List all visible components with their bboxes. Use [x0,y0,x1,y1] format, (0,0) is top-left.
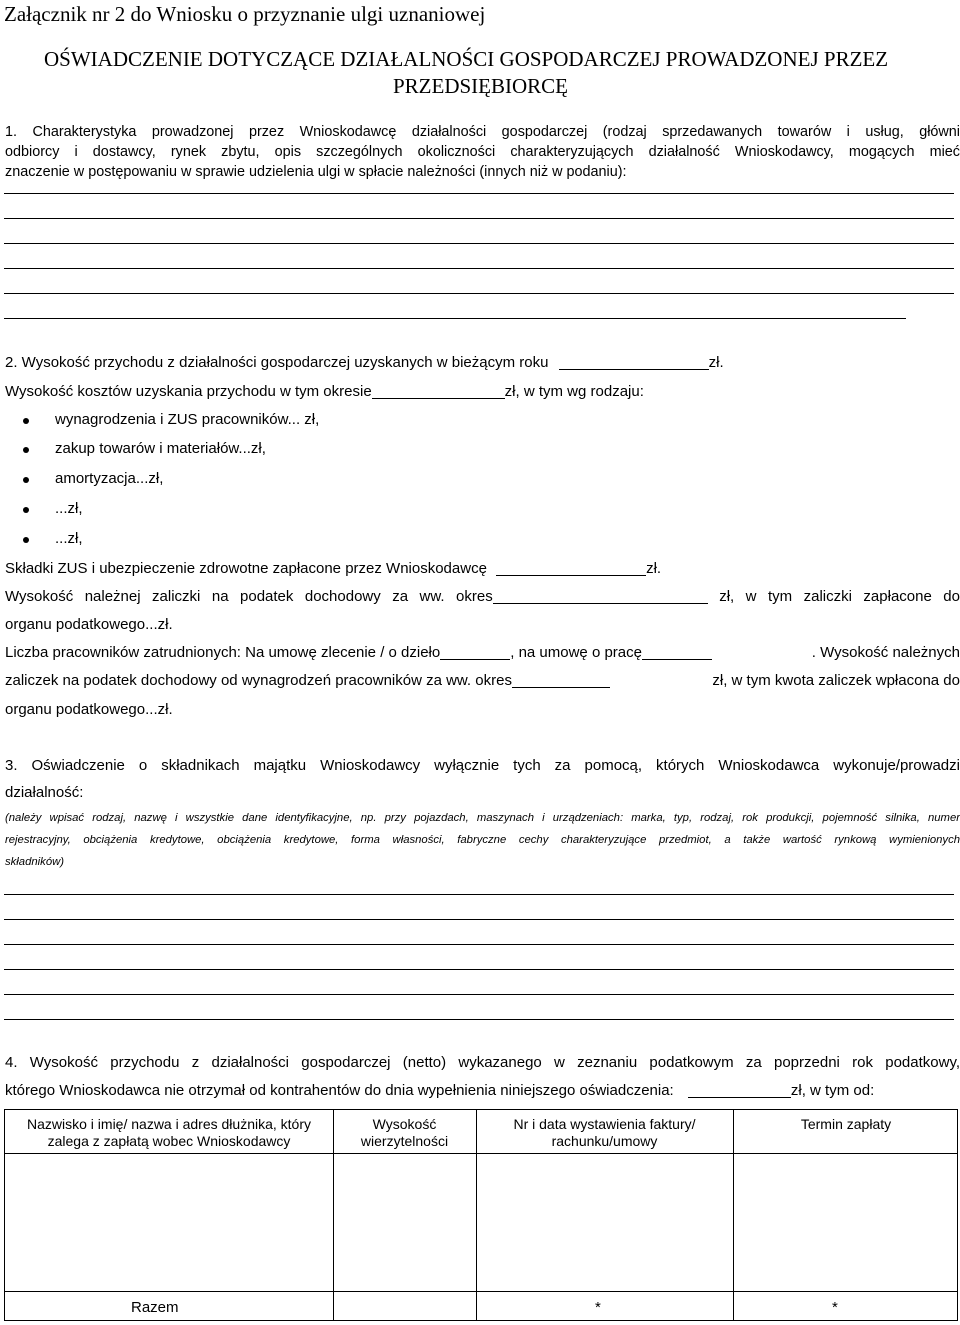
zus-line [5,560,661,577]
section4-line2 [5,1082,874,1099]
tax-word: dochodowy [304,588,381,605]
cost-item[interactable]: zakup towarów i materiałów...zł, [55,440,266,457]
section3-line1: 3. Oświadczenie o składnikach majątku Wnioskodawcy wyłącznie tych za pomocą, których Wnioskodawca wykonuje/prowadzi [5,757,960,774]
revenue-line [5,354,724,371]
zus-input[interactable] [496,560,646,576]
bullet-icon [23,418,29,424]
tax-word: tym [767,588,793,605]
tax-word: za [392,588,409,605]
column-header-amount: Wysokość wierzytelności [360,1116,449,1149]
column-header-invoice: Nr i data wystawienia faktury/ rachunku/umowy [513,1116,696,1149]
zus-label: Składki ZUS i ubezpieczenie zdrowotne zapłacone przez Wnioskodawcę [5,560,487,577]
bullet-icon [23,477,29,483]
cost-item[interactable]: amortyzacja...zł, [55,470,164,487]
tax-word: do [943,588,960,605]
column-header-due-date: Termin zapłaty [800,1116,892,1132]
annex-heading: Załącznik nr 2 do Wniosku o przyznanie ulgi uznaniowej [4,2,486,26]
advances-input[interactable] [512,672,610,688]
tax-input[interactable] [493,588,708,604]
answer-line[interactable] [4,268,954,269]
employees-line2 [5,672,960,689]
bullet-icon [23,447,29,453]
advances-label: . Wysokość należnych [811,644,960,661]
table-total-label: Razem [131,1299,179,1316]
tax-word: Wysokość [5,588,74,605]
zus-unit: zł. [646,560,662,577]
tax-word: zł, [719,588,735,605]
answer-line[interactable] [4,894,954,895]
document-title-line2: PRZEDSIĘBIORCĘ [393,74,569,98]
tax-word: w [745,588,757,605]
costs-unit: zł, w tym wg rodzaju: [504,383,644,400]
cost-item[interactable]: ...zł, [55,530,83,547]
contract-count-input[interactable] [440,644,510,660]
employment-count-input[interactable] [642,644,712,660]
answer-line[interactable] [4,969,954,970]
section1-line3: znaczenie w postępowaniu w sprawie udzielenia ulgi w spłacie należności (innych niż w podaniu): [5,164,627,180]
section3-note-line3: składników) [5,856,65,868]
tax-word: na [211,588,229,605]
tax-word: ww. [419,588,445,605]
table-divider [5,1291,957,1292]
costs-line [5,383,644,400]
answer-line[interactable] [4,293,954,294]
unpaid-revenue-input[interactable] [688,1082,791,1098]
table-total-marker: * [595,1299,601,1316]
table-row[interactable] [5,1154,957,1291]
employees-line3[interactable]: organu podatkowego...zł. [5,701,173,718]
bullet-icon [23,507,29,513]
cost-item[interactable]: wynagrodzenia i ZUS pracowników... zł, [55,411,320,428]
section1-line2: odbiorcy i dostawcy, rynek zbytu, opis szczególnych okoliczności charakteryzujących działalność Wnioskodawcy, mogących mieć [5,144,960,160]
costs-input[interactable] [372,383,505,399]
section3-note-line2: rejestracyjny, obciążenia kredytowe, obciążenia kredytowe, forma własności, fabryczne cechy charakteryzujące przedmiot, a także wartość rynkową wymienionych [5,834,960,846]
answer-line[interactable] [4,243,954,244]
answer-line[interactable] [4,1019,954,1020]
revenue-label: 2. Wysokość przychodu z działalności gospodarczej uzyskanych w bieżącym roku [5,354,549,371]
answer-line[interactable] [4,994,954,995]
advances-period-label: zaliczek na podatek dochodowy od wynagrodzeń pracowników za ww. okres [5,672,610,689]
section3-line2: działalność: [5,784,84,801]
tax-line1 [5,588,960,605]
tax-word: zaliczki [803,588,852,605]
section4-unit: zł, w tym od: [790,1082,875,1099]
advances-paid-label: zł, w tym kwota zaliczek wpłacona do [712,672,960,689]
cost-item[interactable]: ...zł, [55,500,83,517]
document-title-line1: OŚWIADCZENIE DOTYCZĄCE DZIAŁALNOŚCI GOSPODARCZEJ PROWADZONEJ PRZEZ [44,47,889,71]
section1-line1: 1. Charakterystyka prowadzonej przez Wnioskodawcę działalności gospodarczej (rodzaj sprzedawanych towarów i usług, główni [5,124,960,140]
tax-line2[interactable]: organu podatkowego...zł. [5,616,173,633]
answer-line[interactable] [4,218,954,219]
table-total-marker: * [832,1299,838,1316]
tax-word: okres [456,588,708,605]
employees-line1 [5,644,960,661]
tax-word: należnej [84,588,141,605]
tax-word: podatek [240,588,294,605]
employees-label: Liczba pracowników zatrudnionych: Na umowę zlecenie / o dzieło , na umowę o pracę [5,644,712,661]
bullet-icon [23,537,29,543]
tax-word: zapłacone [863,588,932,605]
answer-line[interactable] [4,318,906,319]
costs-label: Wysokość kosztów uzyskania przychodu w tym okresie [5,383,372,400]
section4-label: którego Wnioskodawca nie otrzymał od kontrahentów do dnia wypełnienia niniejszego oświadczenia: [5,1082,674,1099]
debtors-table [4,1109,958,1321]
tax-word: zaliczki [152,588,201,605]
section3-note-line1: (należy wpisać rodzaj, nazwę i wszystkie dane identyfikacyjne, np. przy pojazdach, maszynach i urządzeniach: marka, typ, rodzaj, rok produkcji, pojemność silnika, numer [5,812,960,824]
column-header-debtor: Nazwisko i imię/ nazwa i adres dłużnika, który zalega z zapłatą wobec Wnioskodawcy [27,1116,311,1149]
revenue-input[interactable] [559,354,709,370]
section4-line1: 4. Wysokość przychodu z działalności gospodarczej (netto) wykazanego w zeznaniu podatkowym za poprzedni rok podatkowy, [5,1054,960,1071]
answer-line[interactable] [4,944,954,945]
answer-line[interactable] [4,193,954,194]
answer-line[interactable] [4,919,954,920]
revenue-unit: zł. [708,354,724,371]
